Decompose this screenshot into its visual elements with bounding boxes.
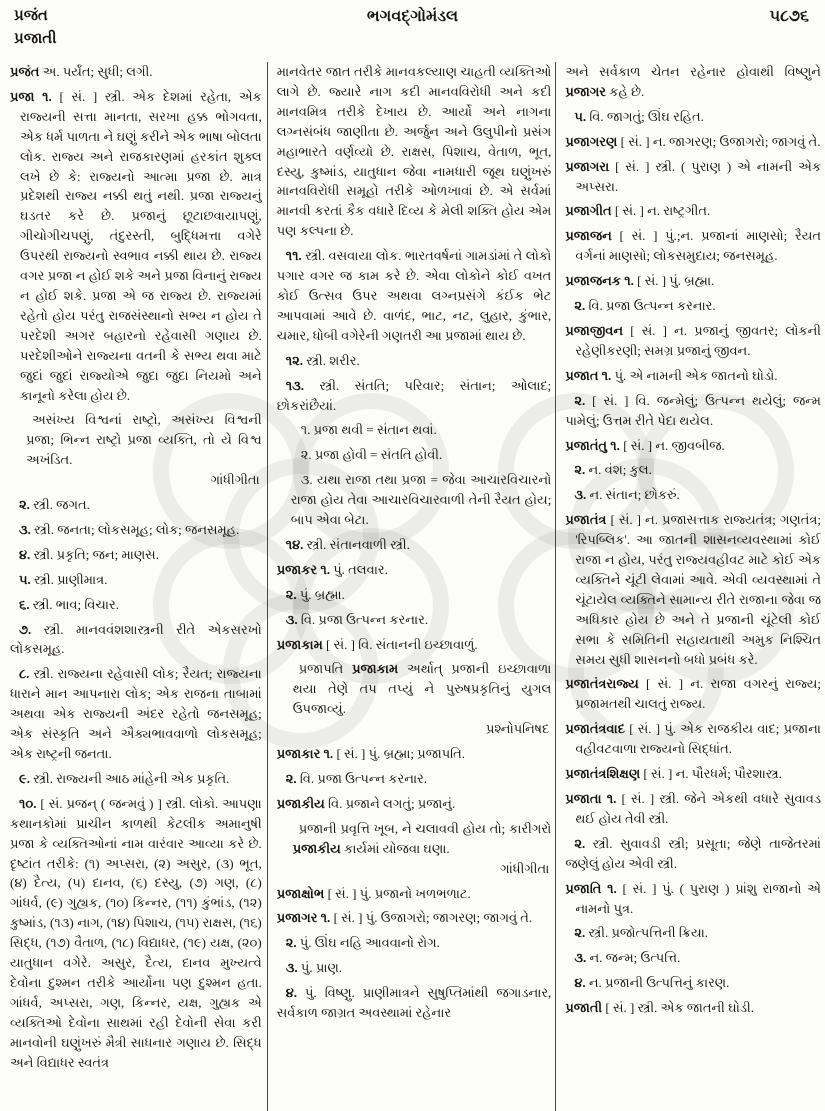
dictionary-entry	[565, 226, 821, 266]
sense-number: ૫.	[19, 571, 35, 587]
headword: પ્રજાકામ	[276, 636, 327, 652]
sense-line	[10, 595, 262, 615]
text-segment: [ સં. ] વિ. સંતાનની ઇચ્છાવાળું.	[326, 636, 478, 652]
sense-number: ૩.	[19, 521, 35, 537]
sense-number: ૨.	[19, 497, 34, 513]
sense-line	[277, 376, 552, 416]
text-segment: ગાંધીગીતા	[500, 860, 550, 876]
text-segment: સ્ત્રી. જગત.	[33, 497, 90, 513]
text-segment: અ. પર્યંત; સુધી; લગી.	[42, 64, 153, 79]
sense-line	[277, 769, 552, 789]
text-segment: [ સં. ] સ્ત્રી. એક જાતની ઘોડી.	[605, 1000, 754, 1016]
text-segment: ૩. યથા રાજા તથા પ્રજા = જેવા આચારવિચારનો રાજા હોય તેવા આચારવિચારવાળી તેની રૈયત હોય; બાપ એવા બેટા.	[290, 472, 552, 528]
text-segment: સ્ત્રી. જનતા; લોકસમૂહ; લોક; જનસમૂહ.	[34, 521, 240, 537]
sense-number: ૪.	[19, 546, 34, 562]
sense-line	[565, 460, 821, 480]
text-segment: [ સં. ] પું. બ્રહ્મા.	[637, 273, 715, 289]
text-segment: પ્રશ્નોપનિષદ	[486, 721, 550, 737]
sense-number: ૨.	[574, 462, 589, 478]
text-columns	[10, 62, 821, 1111]
headword: પ્રજાગર ૧.	[276, 910, 334, 926]
running-head-last-word: પ્રજાતી	[14, 31, 57, 47]
text-segment: [ સં. ] સ્ત્રી. એક દેશમાં રહેતા, એક રાજ્યની સત્તા માનતા, સરખા હક્ક ભોગવતા, એક ધર્મ પાળતા ને ઘણું કરીને એક ભાષા બોલતા લોક. રાજ્ય અને રાજકારણમાં હરકાંત શુક્લ લખે છે કે: રાજ્યનો આત્મા પ્રજા છે. માત્ર પ્રદેશથી રાજ્ય નક્કી થતું નથી. પ્રજા રાજ્યનું ઘડતર કરે છે. પ્રજાનું છૂટાછવાયાપણું, ગીચોગીચપણું, તંદુરસ્તી, બુદ્ધિમત્તા વગેરે ઉપરથી રાજ્યનો સ્વભાવ નક્કી થાય છે. રાજ્ય વગર પ્રજા ન હોઈ શકે અને પ્રજા વિનાનું રાજ્ય ન હોઈ શકે. પ્રજા એ જ રાજ્ય છે. રાજ્યમાં રહેતો હોય પરંતુ રાજસંસ્થાનો સભ્ય ન હોય તે પરદેશી અગર બહારનો રહેવાસી ગણાય છે. પરદેશીઓને રાજ્યના વતની કે સભ્ય થવા માટે જુદાં જુદાં રાજ્યોએ જુદા જુદા નિયમો અને કાનૂનો કરેલા હોય છે.	[20, 88, 262, 403]
headword: પ્રજા ૧.	[10, 88, 60, 104]
headword: પ્રજાતંતુ ૧.	[565, 437, 624, 453]
text-segment: સ્ત્રી. રાજ્યની આઠ માંહેની એક પ્રકૃતિ.	[33, 770, 230, 786]
running-head-first-word: પ્રજંત	[14, 8, 48, 24]
quote-attribution	[277, 859, 552, 879]
headword: પ્રજાજનક ૧.	[565, 273, 638, 289]
text-segment: [ સં. ] પું. ( પુરાણ ) પ્રાંશુ રાજાનો એ નામનો પુત્ર.	[575, 880, 821, 916]
text-segment: [ સં. પ્રજન્ ( જન્મવું ) ] સ્ત્રી. લોકો. આપણા કથાનકોમાં પ્રાચીન કાળથી કેટલીક અમાનુષી પ્રજા કે વ્યક્તિઓનાં નામ વારંવાર આવ્યા કરે છે. દૃષ્ટાંત તરીકે: (૧) અપ્સરા, (૨) અસુર, (૩) ભૂત, (૪) દૈત્ય, (૫) દાનવ, (૬) દસ્યુ, (૭) ગણ, (૮) ગાંધર્વ, (૯) ગુહ્યક, (૧૦) કિન્નર, (૧૧) કુંભાંડ, (૧૨) કુષ્માંડ, (૧૩) નાગ, (૧૪) પિશાચ, (૧૫) રાક્ષસ, (૧૬) સિદ્ધ, (૧૭) વૈતાળ, (૧૮) વિદ્યાધર, (૧૯) યક્ષ, (૨૦) યાતુધાન વગેરે. અસુર, દૈત્ય, દાનવ મુખ્યત્વે દેવોના દુશ્મન તરીકે આર્યોના પણ દુશ્મન હતા. ગાંધર્વ, અપ્સરા, ગણ, કિન્નર, યક્ષ, ગુહ્યક એ વ્યક્તિઓ દેવોના સાથમાં રહી દેવોની સેવા કરી માનવોની ઘણુંખરું મૈત્રી સાધનાર ગણાય છે. સિદ્ધ અને વિદ્યાધર સ્વતંત્ર	[10, 795, 262, 1070]
sense-line	[565, 107, 821, 127]
continuation-text	[277, 62, 552, 241]
text-segment: પ્રજાપતિ	[298, 661, 353, 677]
headword: પ્રજાગરણ	[565, 133, 621, 149]
sense-number: ૯.	[19, 770, 34, 786]
sense-number: ૧૦.	[19, 795, 41, 811]
dictionary-entry	[565, 674, 821, 714]
sense-line	[565, 834, 821, 874]
dictionary-entry	[565, 436, 821, 456]
text-segment: [ સં. ] વિ. જન્મેલું; ઉત્પન્ન થયેલું; જન્મ પામેલું; ઉત્તમ રીતે પેદા થયેલ.	[565, 392, 821, 428]
text-segment: [ સં. ] પું.;ન. પ્રજાનાં માણસો; રૈયત વર્ગનાં માણસો; લોકસમુદાય; જનસમૂહ.	[575, 228, 821, 264]
text-segment: અસંખ્ય વિશ્વનાં રાષ્ટ્રો, અસંખ્ય વિશ્વની પ્રજા; ભિન્ન રાષ્ટ્રો પ્રજા વ્યક્તિ, તો યે વિશ્વ અખંડિત.	[26, 412, 262, 468]
sense-line	[565, 948, 821, 968]
column-1	[10, 62, 262, 1111]
text-segment: માનવેતર જાત તરીકે માનવકલ્યાણ ચાહતી વ્યક્તિઓ લાગે છે. જ્યારે નાગ કદી માનવવિરોધી અને કદી માનવમિત્ર તરીકે દેખાય છે. આર્યો અને નાગના લગ્નસંબંધ જાણીતા છે. અર્જુન અને ઉલુપીનો પ્રસંગ મહાભારતે વર્ણવ્યો છે. રાક્ષસ, પિશાચ, વેતાળ, ભૂત, દસ્યુ, કુષ્માંડ, યાતુધાન જેવા નામધારી જૂથ ઘણુંખરું માનવવિરોધી સમૂહો તરીકે ઓળખાવાં છે. એ સર્વમાં માનવી કરતાં કૈક વધારે દિવ્ય કે મેલી શક્તિ હોય એમ પણ કલ્પના છે.	[276, 64, 552, 239]
text-segment: પું. વિષ્ણુ. પ્રાણીમાત્રને સુષુપ્તિમાંથી જગાડનાર, સર્વકાળ જાગ્રત અવસ્થામાં રહેનાર	[276, 985, 552, 1021]
text-segment: અર્થાત્ પ્રજાની ઇચ્છાવાળા થયા તેણે તપ તપ્યું ને પુરુષપ્રકૃતિનું યુગલ ઉપજાવ્યું.	[292, 661, 552, 717]
sense-line	[277, 983, 552, 1023]
dictionary-entry	[277, 560, 552, 580]
text-segment: સ્ત્રી. રાજ્યના રહેવાસી લોક; રૈયત; રાજ્યના ધારાને માન આપનારા લોક; એક રાજના તાબામાં અથવા એક રાજ્યની અંદર રહેતો જનસમૂહ; એક સંસ્કૃતિ અને ઐક્યભાવવાળો લોકસમૂહ; એક રાષ્ટ્રની જનતા.	[10, 666, 262, 761]
sense-number: ૨.	[574, 298, 589, 314]
dictionary-entry	[565, 510, 821, 669]
sense-line	[565, 973, 821, 993]
sense-number: ૫.	[574, 108, 590, 124]
text-segment: [ સં. ] પું. બ્રહ્મા; પ્રજાપતિ.	[336, 746, 465, 762]
sense-number: ૨.	[574, 392, 593, 408]
quote-attribution	[277, 719, 552, 739]
emphasized-word: પ્રજાકીય	[292, 840, 341, 856]
column-2	[267, 62, 552, 1111]
dictionary-entry	[565, 157, 821, 197]
text-segment: પું. એ નામની એક જાતનો ઘોડો.	[614, 367, 778, 383]
dictionary-entry	[565, 201, 821, 221]
column-3	[555, 62, 821, 1111]
sense-number: ૩.	[574, 950, 590, 966]
text-segment: સ્ત્રી. ભાવ; વિચાર.	[32, 596, 119, 612]
text-segment: સ્ત્રી. સુવાવડી સ્ત્રી; પ્રસૂતા; જેણે તાજેતરમાં જણેલું હોય એવી સ્ત્રી.	[565, 835, 821, 871]
dictionary-entry	[10, 87, 262, 406]
headword: પ્રજાક્ષોભ	[276, 885, 328, 901]
dictionary-entry	[565, 321, 821, 361]
dictionary-entry	[565, 879, 821, 919]
quotation-line	[277, 659, 552, 719]
headword: પ્રજાતંત્રવાદ	[565, 721, 630, 737]
text-segment: [ સં. ] ન. પૌરધર્મ; પૌરશાસ્ત્ર.	[643, 766, 782, 782]
text-segment: સ્ત્રી. પ્રજોત્પત્તિની ક્રિયા.	[588, 925, 709, 941]
text-segment: [ સં. ] ન. પ્રજાસત્તાક રાજ્યતંત્ર; ગણતંત્ર; 'રિપબ્લિક'. આ જાતની શાસનવ્યવસ્થામાં કોઈ રાજા ન હોય, પરંતુ રાજ્યવહીવટ માટે કોઈ એક વ્યક્તિને ચૂંટી લેવામાં આવે. એવી વ્યવસ્થામાં તે ચૂંટાયેલ વ્યક્તિને સામાન્ય રીતે રાજાના જેવા જ અધિકાર હોય છે અને તે પ્રજાની ચૂંટેલી કોઈ સભા કે સમિતિની સહાયતાથી અમુક નિશ્ચિત સમય સુધી શાસનનો બધો પ્રબંધ કરે.	[575, 512, 821, 667]
sense-number: ૪.	[285, 985, 306, 1001]
text-segment: ન. પ્રજાની ઉત્પત્તિનું કારણ.	[588, 975, 730, 991]
sense-number: ૬.	[19, 596, 33, 612]
headword: પ્રજંત	[10, 64, 43, 79]
sense-line	[277, 933, 552, 953]
text-segment: સ્ત્રી. વસવાયા લોક. ભારતવર્ષનાં ગામડાંમાં તે લોકો પગાર વગર જ કામ કરે છે. એવા લોકોને કોઈ વખત કોઈ ઉત્સવ ઉપર અથવા લગ્નપ્રસંગે કંઈક ભેટ આપવામાં આવે છે. વાળંદ, ભાટ, નટ, લુહાર, કુંભાર, ચમાર, ધોબી વગેરેની ગણતરી આ પ્રજામાં થાય છે.	[276, 248, 552, 343]
headword: પ્રજાજીવન	[565, 322, 631, 338]
text-segment: સ્ત્રી. માનવવંશશાસ્ત્રની રીતે એકસરખો લોકસમૂહ.	[10, 621, 262, 657]
text-segment: ન. જન્મ; ઉત્પત્તિ.	[589, 950, 681, 966]
headword: પ્રજાગીત	[565, 203, 615, 219]
sense-line	[277, 351, 552, 371]
text-segment: વિ. જાગતું; ઊંઘ રહિત.	[589, 108, 704, 124]
text-segment: કહે છે.	[606, 83, 645, 99]
text-segment: ન. સંતાન; છોકરું.	[589, 487, 680, 503]
dictionary-entry	[277, 635, 552, 655]
text-segment: [ સં. ] પું. ઉજાગરો; જાગરણ; જાગવું તે.	[333, 910, 533, 926]
text-segment: ન. વંશ; કુલ.	[588, 462, 652, 478]
headword: પ્રજાકીય	[276, 795, 329, 811]
page-number: ૫૮૭૬	[769, 8, 809, 25]
headword: પ્રજાતી	[565, 1000, 606, 1016]
sense-line	[565, 296, 821, 316]
sense-line	[10, 495, 262, 515]
text-segment: સ્ત્રી. સંતાનવાળી સ્ત્રી.	[306, 536, 410, 552]
text-segment: સ્ત્રી. પ્રકૃતિ; જન; માણસ.	[33, 546, 159, 562]
sense-line	[277, 585, 552, 605]
emphasized-word: પ્રજાકામ	[352, 661, 399, 677]
text-segment: [ સં. ] ન. રાજા વગરનું રાજ્ય; પ્રજામતથી ચાલતું રાજ્ય.	[575, 676, 821, 712]
sense-line	[277, 958, 552, 978]
sense-number: ૨.	[285, 935, 300, 951]
dictionary-entry	[565, 271, 821, 291]
sense-number: ૨.	[285, 771, 300, 786]
text-segment: ૨. પ્રજા હોવી = સંતતિ હોવી.	[300, 447, 443, 463]
dictionary-entry	[277, 794, 552, 814]
headword: પ્રજાકાર ૧.	[276, 746, 337, 762]
sense-line	[565, 391, 821, 431]
sense-number: ૩.	[285, 960, 301, 976]
text-segment: [ સં. ] ન. જીવબીજ.	[623, 437, 725, 453]
headword: પ્રજાતિ ૧.	[565, 880, 623, 896]
sense-line	[277, 535, 552, 555]
sense-number: ૧૧.	[285, 248, 306, 264]
text-segment: પું. બ્રહ્મા.	[299, 586, 345, 602]
text-segment: [ સં. ] સ્ત્રી. ( પુરાણ ) એ નામની એક અપ્સરા.	[575, 158, 821, 194]
text-segment: પું. તલવાર.	[333, 561, 388, 577]
book-title: ભગવદ્ગોમંડલ	[366, 8, 459, 25]
headword: પ્રજાતા ૧.	[565, 791, 622, 806]
dictionary-entry	[565, 764, 821, 784]
sense-line	[10, 570, 262, 590]
text-segment: ગાંધીગીતા	[210, 472, 260, 488]
dictionary-entry	[565, 132, 821, 152]
headword: પ્રજાતંત્રશિક્ષણ	[565, 766, 644, 782]
sense-line	[277, 246, 552, 346]
emphasized-word: પ્રજાગર	[565, 83, 607, 99]
sense-line	[10, 794, 262, 1073]
headword: પ્રજાગરા	[565, 158, 616, 174]
headword: પ્રજાત ૧.	[565, 367, 615, 383]
text-segment: વિ. પ્રજા ઉત્પન્ન કરનાર.	[299, 771, 428, 786]
text-segment: વિ. પ્રજા ઉત્પન્ન કરનાર.	[588, 298, 716, 314]
text-segment: [ સં. ] ન. પ્રજાનું જીવતર; લોકની રહેણીકરણી; સમગ્ર પ્રજાનું જીવન.	[575, 322, 821, 358]
text-segment: [ સં. ] સ્ત્રી. જેને એકથી વધારે સુવાવડ થઈ હોય તેવી સ્ત્રી.	[575, 791, 821, 826]
quotation-line	[277, 819, 552, 859]
quote-attribution	[10, 470, 262, 490]
idiom-line	[277, 470, 552, 530]
text-segment: [ સં. ] પું. એક રાજકીય વાદ; પ્રજાના વહીવટવાળા રાજ્યનો સિદ્ધાંત.	[575, 721, 821, 757]
idiom-line	[277, 445, 552, 465]
dictionary-entry	[277, 908, 552, 928]
sense-line	[10, 520, 262, 540]
sense-line	[565, 485, 821, 505]
headword: પ્રજાકર ૧.	[276, 561, 334, 577]
sense-line	[10, 769, 262, 789]
dictionary-entry	[565, 719, 821, 759]
text-segment: કાર્યમાં યોજવા ઘણા.	[340, 840, 450, 856]
text-segment: સ્ત્રી. પ્રાણીમાત્ર.	[34, 571, 108, 587]
text-segment: પ્રજાની પ્રવૃત્તિ ખૂબ, ને ચલાવવી હોય તો; કારીગરો	[298, 820, 552, 836]
sense-line	[10, 545, 262, 565]
sense-number: ૮.	[19, 666, 34, 682]
sense-line	[277, 610, 552, 630]
headword: પ્રજાતંત્ર	[565, 512, 611, 528]
text-segment: પું. ઊંઘ નહિ આવવાનો રોગ.	[299, 935, 440, 951]
text-segment: પું. પ્રાણ.	[300, 960, 343, 976]
sense-number: ૪.	[574, 975, 589, 991]
sense-number: ૧૩.	[285, 377, 320, 393]
text-segment: [ સં. ] ન. રાષ્ટ્રગીત.	[614, 203, 711, 219]
headword: પ્રજાજન	[565, 228, 620, 244]
sense-number: ૩.	[574, 487, 590, 503]
dictionary-entry	[565, 789, 821, 829]
dictionary-entry	[277, 884, 552, 904]
sense-number: ૨.	[574, 925, 589, 941]
text-segment: અને સર્વકાળ ચેતન રહેનાર હોવાથી વિષ્ણુને	[565, 64, 821, 79]
dictionary-entry	[10, 62, 262, 82]
dictionary-entry	[565, 366, 821, 386]
text-segment: [ સં. ] પું. પ્રજાનો ખળભળાટ.	[327, 885, 471, 901]
dictionary-entry	[565, 998, 821, 1018]
sense-number: ૩.	[285, 611, 301, 627]
sense-line	[10, 620, 262, 660]
sense-number: ૨.	[285, 586, 300, 602]
text-segment: વિ. પ્રજા ઉત્પન્ન કરનાર.	[300, 611, 429, 627]
idiom-line	[277, 420, 552, 440]
sense-number: ૧૨.	[285, 352, 307, 368]
quotation-line	[10, 410, 262, 470]
continuation-text	[565, 62, 821, 102]
headword: પ્રજાતંત્રરાજ્ય	[565, 676, 647, 692]
text-segment: [ સં. ] ન. જાગરણ; ઉજાગરો; જાગવું તે.	[620, 133, 821, 149]
sense-number: ૧૪.	[285, 536, 307, 552]
text-segment: સ્ત્રી. સંતતિ; પરિવાર; સંતાન; ઓલાદ; છોકરાંછૈયાં.	[276, 377, 552, 413]
sense-number: ૭.	[19, 621, 44, 637]
sense-number: ૨.	[574, 835, 593, 851]
sense-line	[10, 664, 262, 764]
text-segment: વિ. પ્રજાને લગતું; પ્રજાનું.	[328, 795, 456, 811]
dictionary-entry	[277, 744, 552, 764]
sense-line	[565, 923, 821, 943]
text-segment: સ્ત્રી. શરીર.	[306, 352, 360, 368]
text-segment: ૧. પ્રજા થવી = સંતાન થવાં.	[300, 422, 437, 438]
